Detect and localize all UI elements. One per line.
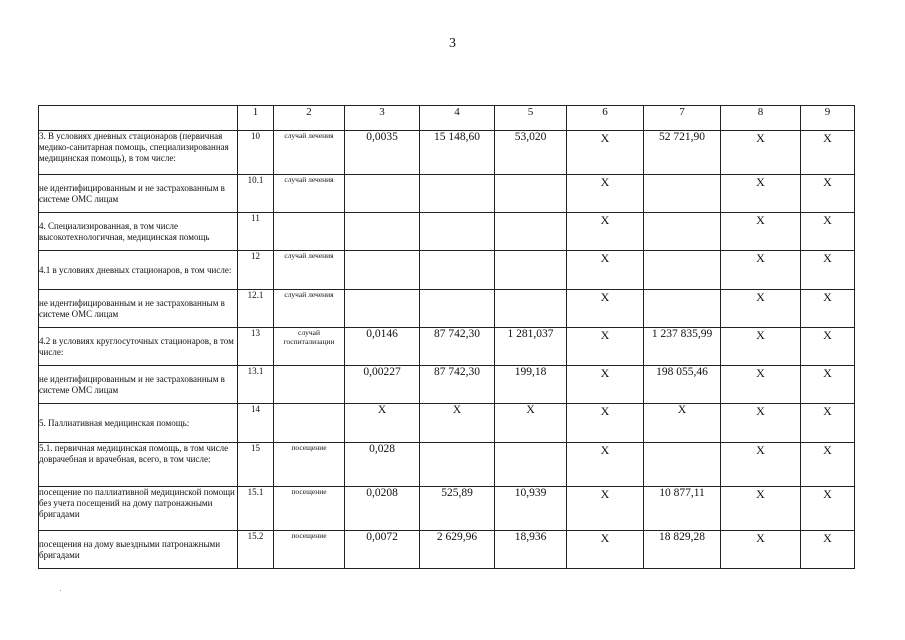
cell-col8: X <box>721 443 801 487</box>
cell-col4: 2 629,96 <box>420 531 495 569</box>
header-cell: 4 <box>420 106 495 131</box>
row-number: 11 <box>238 213 274 251</box>
cell-col5: 18,936 <box>495 531 567 569</box>
table-row <box>39 175 855 213</box>
cell-col9: X <box>801 290 855 328</box>
cell-col9: X <box>801 443 855 487</box>
header-cell: 9 <box>801 106 855 131</box>
row-unit: случай лечения <box>274 251 345 290</box>
cell-col4 <box>420 213 495 251</box>
cell-col7: 198 055,46 <box>644 366 721 404</box>
header-cell: 8 <box>721 106 801 131</box>
row-unit <box>274 213 345 251</box>
cell-col4 <box>420 251 495 290</box>
scan-speck <box>60 590 61 591</box>
cell-col5 <box>495 443 567 487</box>
cell-col3: 0,0072 <box>345 531 420 569</box>
row-unit: случай лечения <box>274 175 345 213</box>
cell-col4: X <box>420 404 495 443</box>
cell-col3: 0,0208 <box>345 487 420 531</box>
cell-col7 <box>644 175 721 213</box>
cell-col6: X <box>567 404 644 443</box>
cell-col3: 0,0035 <box>345 131 420 175</box>
row-unit: посещение <box>274 487 345 531</box>
cell-col8: X <box>721 290 801 328</box>
table-row <box>39 366 855 404</box>
header-cell: 7 <box>644 106 721 131</box>
row-number: 12.1 <box>238 290 274 328</box>
cell-col6: X <box>567 213 644 251</box>
cell-col5: X <box>495 404 567 443</box>
header-row <box>39 106 855 131</box>
table-row <box>39 251 855 290</box>
cell-col8: X <box>721 175 801 213</box>
cell-col9: X <box>801 131 855 175</box>
row-unit <box>274 366 345 404</box>
cell-col5 <box>495 290 567 328</box>
cell-col3 <box>345 251 420 290</box>
table-row <box>39 290 855 328</box>
cell-col3: 0,028 <box>345 443 420 487</box>
cell-col7 <box>644 213 721 251</box>
row-unit: случай лечения <box>274 131 345 175</box>
cell-col8: X <box>721 366 801 404</box>
cell-col7: 52 721,90 <box>644 131 721 175</box>
row-number: 10 <box>238 131 274 175</box>
table-row <box>39 404 855 443</box>
cell-col8: X <box>721 213 801 251</box>
row-name: не идентифицированным и не застрахованным в системе ОМС лицам <box>39 290 238 328</box>
cell-col8: X <box>721 487 801 531</box>
row-number: 10.1 <box>238 175 274 213</box>
page-number: 3 <box>449 36 456 51</box>
row-name: посещение по паллиативной медицинской помощи без учета посещений на дому патронажными бригадами <box>39 487 238 531</box>
cell-col5 <box>495 175 567 213</box>
header-empty <box>39 106 238 131</box>
cell-col5: 1 281,037 <box>495 328 567 366</box>
cell-col8: X <box>721 404 801 443</box>
row-unit: посещение <box>274 531 345 569</box>
row-unit <box>274 404 345 443</box>
table-row <box>39 131 855 175</box>
row-name: 4.1 в условиях дневных стационаров, в том числе: <box>39 251 238 290</box>
cell-col7: 18 829,28 <box>644 531 721 569</box>
cell-col6: X <box>567 175 644 213</box>
cell-col9: X <box>801 531 855 569</box>
cell-col9: X <box>801 251 855 290</box>
cell-col6: X <box>567 531 644 569</box>
cell-col5: 10,939 <box>495 487 567 531</box>
row-name: посещения на дому выездными патронажными бригадами <box>39 531 238 569</box>
row-name: 5.1. первичная медицинская помощь, в том числе доврачебная и врачебная, всего, в том числе: <box>39 443 238 487</box>
header-cell: 1 <box>238 106 274 131</box>
header-cell: 2 <box>274 106 345 131</box>
row-name: не идентифицированным и не застрахованным в системе ОМС лицам <box>39 366 238 404</box>
cell-col6: X <box>567 366 644 404</box>
cell-col4: 87 742,30 <box>420 328 495 366</box>
table-row <box>39 328 855 366</box>
cell-col8: X <box>721 251 801 290</box>
table-row <box>39 487 855 531</box>
row-unit: посещение <box>274 443 345 487</box>
cell-col6: X <box>567 290 644 328</box>
cell-col5 <box>495 213 567 251</box>
cell-col3 <box>345 290 420 328</box>
header-cell: 5 <box>495 106 567 131</box>
row-name: 4. Специализированная, в том числе высокотехнологичная, медицинская помощь <box>39 213 238 251</box>
cell-col9: X <box>801 213 855 251</box>
row-name: не идентифицированным и не застрахованным в системе ОМС лицам <box>39 175 238 213</box>
cell-col3 <box>345 175 420 213</box>
cell-col9: X <box>801 404 855 443</box>
row-name: 4.2 в условиях круглосуточных стационаров, в том числе: <box>39 328 238 366</box>
cell-col3 <box>345 213 420 251</box>
cell-col7 <box>644 251 721 290</box>
row-number: 14 <box>238 404 274 443</box>
cell-col7 <box>644 443 721 487</box>
cell-col4: 87 742,30 <box>420 366 495 404</box>
table-row <box>39 213 855 251</box>
cell-col6: X <box>567 443 644 487</box>
row-name: 3. В условиях дневных стационаров (первичная медико-санитарная помощь, специализированная медицинская помощь), в том числе: <box>39 131 238 175</box>
row-number: 13.1 <box>238 366 274 404</box>
cell-col3: X <box>345 404 420 443</box>
row-number: 15.1 <box>238 487 274 531</box>
row-number: 15 <box>238 443 274 487</box>
cell-col3: 0,00227 <box>345 366 420 404</box>
cell-col4 <box>420 290 495 328</box>
cell-col8: X <box>721 531 801 569</box>
cell-col6: X <box>567 251 644 290</box>
cell-col4 <box>420 175 495 213</box>
cell-col7: 10 877,11 <box>644 487 721 531</box>
cell-col6: X <box>567 328 644 366</box>
cell-col8: X <box>721 131 801 175</box>
cell-col3: 0,0146 <box>345 328 420 366</box>
row-number: 15.2 <box>238 531 274 569</box>
cell-col7: X <box>644 404 721 443</box>
cell-col7 <box>644 290 721 328</box>
header-cell: 3 <box>345 106 420 131</box>
cell-col9: X <box>801 175 855 213</box>
cell-col4 <box>420 443 495 487</box>
row-unit: случай госпитализации <box>274 328 345 366</box>
header-cell: 6 <box>567 106 644 131</box>
row-number: 12 <box>238 251 274 290</box>
row-number: 13 <box>238 328 274 366</box>
cell-col6: X <box>567 131 644 175</box>
cell-col9: X <box>801 487 855 531</box>
cell-col4: 525,89 <box>420 487 495 531</box>
table-row <box>39 443 855 487</box>
cell-col8: X <box>721 328 801 366</box>
cell-col9: X <box>801 366 855 404</box>
cell-col9: X <box>801 328 855 366</box>
cell-col7: 1 237 835,99 <box>644 328 721 366</box>
table-row <box>39 531 855 569</box>
cell-col4: 15 148,60 <box>420 131 495 175</box>
cell-col5 <box>495 251 567 290</box>
row-unit: случай лечения <box>274 290 345 328</box>
cell-col5: 199,18 <box>495 366 567 404</box>
cell-col5: 53,020 <box>495 131 567 175</box>
row-name: 5. Паллиативная медицинская помощь: <box>39 404 238 443</box>
data-table <box>38 105 855 569</box>
cell-col6: X <box>567 487 644 531</box>
